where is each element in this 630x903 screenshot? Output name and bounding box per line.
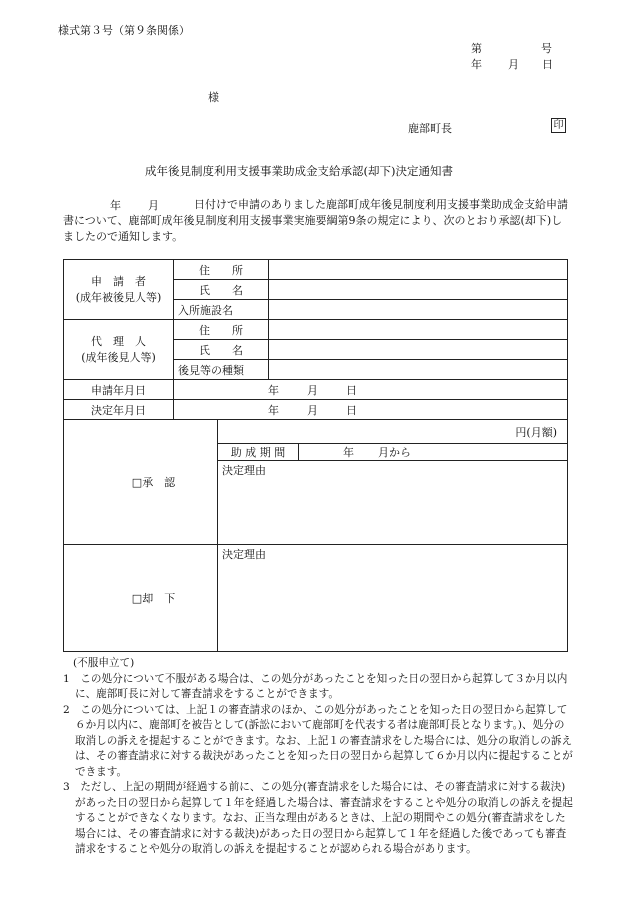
- body-paragraph: 日付けで申請のありました鹿部町成年後見制度利用支援事業助成金支給申請書について、鹿部町成年後見制度利用支援事業実施要綱第9条の規定により、次のとおり承認(却下)しましたので通知します。: [63, 198, 568, 243]
- number-suffix: 号: [541, 42, 552, 55]
- issuer: 鹿部町長: [408, 122, 452, 135]
- approve-checkbox-label[interactable]: □承 認: [131, 476, 176, 489]
- body-date-month: 月: [148, 199, 159, 212]
- apply-date-label: 申請年月日: [64, 380, 174, 400]
- name-value: [269, 280, 568, 300]
- period-year: 年: [343, 446, 354, 459]
- decide-day: 日: [346, 403, 357, 417]
- note-item-2: 2 この処分については、上記１の審査請求のほか、この処分があったことを知った日の翌日から起算して６か月以内に、鹿部町を被告として(訴訟において鹿部町を代表する者は鹿部町長となります。)、処分の取消しの訴えを提起することができます。なお、上記１の審査請求をした場合には、処分の取消しの訴えは、その審査請求に対する裁決があったことを知った日の翌日から起算して６か月以内に提起することができます。: [63, 703, 573, 778]
- reject-checkbox-label[interactable]: □却 下: [131, 592, 176, 605]
- form-number: 様式第３号（第９条関係）: [58, 24, 190, 37]
- body-date-year: 年: [110, 199, 121, 212]
- approve-reason-label: 決定理由: [222, 464, 266, 477]
- decide-date-value: [174, 400, 568, 420]
- applicant-cell: [64, 260, 174, 320]
- address-value: [269, 260, 568, 280]
- approve-reason-cell: [218, 461, 568, 545]
- name-label: 氏 名: [174, 280, 269, 300]
- facility-label: 入所施設名: [174, 300, 269, 320]
- decide-year: 年: [268, 403, 279, 417]
- period-from: 月から: [378, 446, 411, 459]
- applicant-label: 申 請 者: [91, 274, 146, 288]
- apply-year: 年: [268, 383, 279, 397]
- agent-name-value: [269, 340, 568, 360]
- period-cell: [218, 444, 568, 461]
- agent-address-value: [269, 320, 568, 340]
- reject-reason-cell: [218, 545, 568, 652]
- agent-label: 代 理 人: [91, 334, 146, 348]
- date-year: 年: [471, 58, 482, 71]
- address-label: 住 所: [174, 260, 269, 280]
- note-item-3: 3 ただし、上記の期間が経過する前に、この処分(審査請求をした場合には、その審査請求に対する裁決)があった日の翌日から起算して１年を経過した場合は、審査請求をすることや処分の取消しの訴えを提起することができなくなります。なお、正当な理由があるときは、上記の期間やこの処分(審査請求をした場合には、その審査請求に対する裁決)があった日の翌日から起算して１年を経過した後であっても審査請求をすることや処分の取消しの訴えを提起することが認められる場合があります。: [63, 781, 573, 855]
- applicant-sub: (成年被後見人等): [75, 290, 162, 304]
- decide-date-label: 決定年月日: [64, 400, 174, 420]
- reject-cell: [64, 545, 218, 652]
- guardian-type-label: 後見等の種類: [174, 360, 269, 380]
- apply-month: 月: [307, 383, 318, 397]
- period-label: 助 成 期 間: [218, 444, 299, 460]
- amount-unit: 円(月額): [515, 425, 557, 439]
- agent-address-label: 住 所: [174, 320, 269, 340]
- agent-name-label: 氏 名: [174, 340, 269, 360]
- seal-stamp: 印: [551, 118, 566, 133]
- amount-cell: [218, 420, 568, 444]
- guardian-type-value: [269, 360, 568, 380]
- agent-cell: [64, 320, 174, 380]
- appeal-notes: [63, 656, 573, 858]
- date-day: 日: [542, 58, 553, 71]
- decide-month: 月: [307, 403, 318, 417]
- approve-cell: [64, 420, 218, 545]
- number-prefix: 第: [471, 42, 482, 55]
- application-table: [63, 259, 568, 652]
- notes-heading: (不服申立て): [73, 657, 135, 669]
- document-title: 成年後見制度利用支援事業助成金支給承認(却下)決定通知書: [145, 164, 453, 178]
- addressee-suffix: 様: [208, 91, 219, 104]
- apply-date-value: [174, 380, 568, 400]
- apply-day: 日: [346, 383, 357, 397]
- reject-reason-label: 決定理由: [222, 548, 266, 561]
- date-month: 月: [508, 58, 519, 71]
- agent-sub: (成年後見人等): [81, 350, 156, 364]
- period-value: [299, 444, 568, 460]
- facility-value: [269, 300, 568, 320]
- note-item-1: 1 この処分について不服がある場合は、この処分があったことを知った日の翌日から起算して３か月以内に、鹿部町長に対して審査請求をすることができます。: [63, 672, 568, 700]
